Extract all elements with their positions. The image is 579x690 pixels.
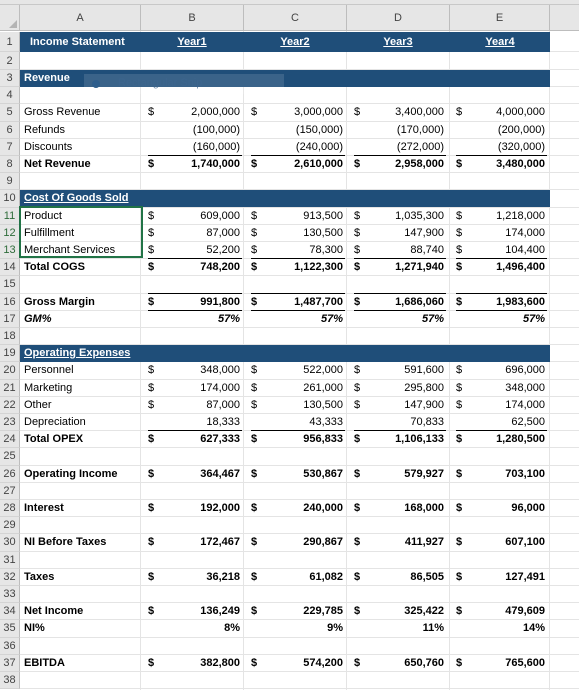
row-header-7[interactable]: 7 — [0, 139, 20, 156]
cell-operating-income-year2[interactable]: 530,867 — [303, 467, 343, 480]
single-underline — [148, 293, 242, 294]
row-header-28[interactable]: 28 — [0, 500, 20, 517]
row-header-5[interactable]: 5 — [0, 104, 20, 121]
row-label-net-revenue[interactable]: Net Revenue — [24, 158, 91, 170]
row-label-ebitda[interactable]: EBITDA — [24, 656, 65, 669]
section-cogs[interactable]: Cost Of Goods Sold — [24, 192, 129, 204]
row-label-interest[interactable]: Interest — [24, 502, 64, 514]
currency-symbol: $ — [148, 364, 155, 377]
currency-symbol: $ — [354, 106, 361, 119]
cell-ni-pct-year3[interactable]: 11% — [422, 622, 444, 635]
currency-symbol: $ — [251, 656, 258, 669]
cell-other-year3[interactable]: 147,900 — [404, 398, 444, 411]
cell-ni-pct-year4[interactable]: 14% — [522, 622, 545, 635]
cell-net-income-year4[interactable]: 479,609 — [505, 605, 545, 618]
row-header-31[interactable]: 31 — [0, 552, 20, 569]
column-header-f[interactable] — [550, 5, 579, 31]
cell-net-income-year2[interactable]: 229,785 — [303, 605, 343, 618]
row-label-other[interactable]: Other — [24, 398, 52, 411]
cell-ni-pct-year2[interactable]: 9% — [327, 622, 343, 635]
cell-fulfillment-year1[interactable]: 87,000 — [206, 226, 240, 239]
cell-taxes-year1[interactable]: 36,218 — [206, 570, 240, 583]
currency-symbol: $ — [148, 261, 155, 274]
snip-record-icon — [92, 80, 100, 88]
cell-ebitda-year4[interactable]: 765,600 — [505, 656, 545, 669]
year-header-2[interactable]: Year2 — [280, 36, 310, 48]
snip-overlay-label: Rectangular Snip — [118, 77, 203, 89]
currency-symbol: $ — [251, 364, 258, 377]
row-header-2[interactable]: 2 — [0, 52, 20, 70]
row-label-net-income[interactable]: Net Income — [24, 605, 84, 618]
row-header-18[interactable]: 18 — [0, 328, 20, 345]
currency-symbol: $ — [354, 381, 361, 394]
currency-symbol: $ — [251, 605, 258, 618]
single-underline — [251, 258, 345, 259]
currency-symbol: $ — [148, 570, 155, 583]
cell-gross-margin-year1[interactable]: 991,800 — [200, 295, 240, 308]
single-underline — [354, 258, 446, 259]
row-header-27[interactable]: 27 — [0, 483, 20, 500]
single-underline — [148, 430, 242, 431]
row-header-10[interactable]: 10 — [0, 190, 20, 207]
single-underline — [251, 310, 345, 311]
row-label-discounts[interactable]: Discounts — [24, 140, 73, 153]
row-header-37[interactable]: 37 — [0, 655, 20, 672]
cell-depreciation-year1[interactable]: 18,333 — [206, 416, 240, 428]
currency-symbol: $ — [456, 433, 463, 446]
cell-other-year2[interactable]: 130,500 — [303, 398, 343, 411]
select-all-triangle-icon — [9, 20, 17, 28]
cell-other-year1[interactable]: 87,000 — [206, 398, 240, 411]
row-header-25[interactable]: 25 — [0, 448, 20, 465]
single-underline — [456, 155, 547, 156]
cell-discounts-year3[interactable]: (272,000) — [396, 140, 444, 153]
cell-interest-year3[interactable]: 168,000 — [404, 502, 444, 514]
year-header-3[interactable]: Year3 — [383, 36, 413, 48]
row-label-marketing[interactable]: Marketing — [24, 381, 73, 394]
cell-ni-pct-year1[interactable]: 8% — [224, 622, 240, 635]
cell-gm-pct-year4[interactable]: 57% — [522, 312, 545, 325]
row-header-22[interactable]: 22 — [0, 397, 20, 414]
cell-gross-revenue-year1[interactable]: 2,000,000 — [191, 106, 240, 119]
cell-fulfillment-year2[interactable]: 130,500 — [303, 226, 343, 239]
cell-product-year3[interactable]: 1,035,300 — [395, 209, 444, 222]
row-header-12[interactable]: 12 — [0, 225, 20, 242]
currency-symbol: $ — [354, 605, 361, 618]
row-label-total-cogs[interactable]: Total COGS — [24, 261, 85, 274]
currency-symbol: $ — [251, 295, 258, 308]
currency-symbol: $ — [148, 295, 155, 308]
row-header-15[interactable]: 15 — [0, 276, 20, 293]
cell-taxes-year3[interactable]: 86,505 — [410, 570, 444, 583]
cell-net-revenue-year3[interactable]: 2,958,000 — [395, 158, 444, 170]
row-header-35[interactable]: 35 — [0, 620, 20, 637]
currency-symbol: $ — [354, 502, 361, 514]
cell-operating-income-year3[interactable]: 579,927 — [404, 467, 444, 480]
currency-symbol: $ — [148, 106, 155, 119]
cell-merchant-year1[interactable]: 52,200 — [206, 244, 240, 256]
cell-taxes-year2[interactable]: 61,082 — [309, 570, 343, 583]
cell-total-cogs-year1[interactable]: 748,200 — [200, 261, 240, 274]
cell-refunds-year4[interactable]: (200,000) — [497, 123, 545, 136]
single-underline — [456, 310, 547, 311]
cell-interest-year2[interactable]: 240,000 — [303, 502, 343, 514]
cell-discounts-year4[interactable]: (320,000) — [497, 140, 545, 153]
currency-symbol: $ — [456, 244, 463, 256]
cell-depreciation-year3[interactable]: 70,833 — [410, 416, 444, 428]
row-header-19[interactable]: 19 — [0, 345, 20, 362]
row-label-merchant[interactable]: Merchant Services — [24, 244, 116, 256]
single-underline — [148, 258, 242, 259]
currency-symbol: $ — [456, 209, 463, 222]
currency-symbol: $ — [354, 467, 361, 480]
currency-symbol: $ — [354, 244, 361, 256]
cell-total-cogs-year3[interactable]: 1,271,940 — [395, 261, 444, 274]
single-underline — [456, 258, 547, 259]
cell-merchant-year4[interactable]: 104,400 — [505, 244, 545, 256]
currency-symbol: $ — [148, 536, 155, 549]
currency-symbol: $ — [456, 261, 463, 274]
currency-symbol: $ — [251, 502, 258, 514]
currency-symbol: $ — [148, 226, 155, 239]
gridline — [20, 688, 579, 689]
currency-symbol: $ — [251, 467, 258, 480]
cell-merchant-year3[interactable]: 88,740 — [410, 244, 444, 256]
currency-symbol: $ — [148, 244, 155, 256]
single-underline — [456, 430, 547, 431]
cell-gross-revenue-year3[interactable]: 3,400,000 — [395, 106, 444, 119]
cell-total-opex-year4[interactable]: 1,280,500 — [496, 433, 545, 446]
cell-interest-year4[interactable]: 96,000 — [511, 502, 545, 514]
currency-symbol: $ — [251, 398, 258, 411]
row-header-20[interactable]: 20 — [0, 362, 20, 379]
cell-depreciation-year4[interactable]: 62,500 — [511, 416, 545, 428]
currency-symbol: $ — [148, 656, 155, 669]
single-underline — [354, 155, 446, 156]
single-underline — [148, 155, 242, 156]
cell-discounts-year2[interactable]: (240,000) — [295, 140, 343, 153]
currency-symbol: $ — [354, 226, 361, 239]
currency-symbol: $ — [251, 106, 258, 119]
cell-marketing-year2[interactable]: 261,000 — [303, 381, 343, 394]
cell-refunds-year3[interactable]: (170,000) — [396, 123, 444, 136]
row-label-ni-before-taxes[interactable]: NI Before Taxes — [24, 536, 107, 549]
currency-symbol: $ — [354, 536, 361, 549]
cell-net-income-year1[interactable]: 136,249 — [200, 605, 240, 618]
row-header-38[interactable]: 38 — [0, 672, 20, 689]
cell-total-opex-year3[interactable]: 1,106,133 — [395, 433, 444, 446]
currency-symbol: $ — [148, 381, 155, 394]
currency-symbol: $ — [456, 502, 463, 514]
currency-symbol: $ — [148, 158, 155, 170]
row-header-17[interactable]: 17 — [0, 311, 20, 328]
currency-symbol: $ — [251, 226, 258, 239]
currency-symbol: $ — [251, 261, 258, 274]
row-header-29[interactable]: 29 — [0, 517, 20, 534]
single-underline — [354, 293, 446, 294]
currency-symbol: $ — [354, 364, 361, 377]
cell-taxes-year4[interactable]: 127,491 — [505, 570, 545, 583]
cell-ni-before-taxes-year3[interactable]: 411,927 — [404, 536, 444, 549]
column-header-c[interactable]: C — [244, 5, 347, 31]
cell-ni-before-taxes-year2[interactable]: 290,867 — [303, 536, 343, 549]
currency-symbol: $ — [456, 656, 463, 669]
currency-symbol: $ — [354, 570, 361, 583]
row-header-4[interactable]: 4 — [0, 87, 20, 104]
cell-product-year4[interactable]: 1,218,000 — [496, 209, 545, 222]
currency-symbol: $ — [148, 467, 155, 480]
currency-symbol: $ — [456, 570, 463, 583]
single-underline — [354, 430, 446, 431]
row-header-16[interactable]: 16 — [0, 294, 20, 311]
cell-ni-before-taxes-year4[interactable]: 607,100 — [505, 536, 545, 549]
row-header-13[interactable]: 13 — [0, 242, 20, 259]
single-underline — [251, 293, 345, 294]
row-label-product[interactable]: Product — [24, 209, 62, 222]
currency-symbol: $ — [456, 158, 463, 170]
currency-symbol: $ — [456, 364, 463, 377]
row-label-gross-margin[interactable]: Gross Margin — [24, 295, 95, 308]
currency-symbol: $ — [354, 261, 361, 274]
currency-symbol: $ — [456, 106, 463, 119]
column-header-b[interactable]: B — [141, 5, 244, 31]
cell-personnel-year2[interactable]: 522,000 — [303, 364, 343, 377]
currency-symbol: $ — [148, 398, 155, 411]
currency-symbol: $ — [251, 209, 258, 222]
row-header-32[interactable]: 32 — [0, 569, 20, 586]
cell-gm-pct-year3[interactable]: 57% — [421, 312, 444, 325]
row-label-operating-income[interactable]: Operating Income — [24, 467, 118, 480]
row-label-total-opex[interactable]: Total OPEX — [24, 433, 84, 446]
currency-symbol: $ — [148, 502, 155, 514]
cell-marketing-year3[interactable]: 295,800 — [404, 381, 444, 394]
column-header-a[interactable]: A — [20, 5, 141, 31]
cell-operating-income-year4[interactable]: 703,100 — [505, 467, 545, 480]
row-header-26[interactable]: 26 — [0, 466, 20, 483]
cell-gm-pct-year2[interactable]: 57% — [320, 312, 343, 325]
row-label-depreciation[interactable]: Depreciation — [24, 416, 86, 428]
cell-interest-year1[interactable]: 192,000 — [200, 502, 240, 514]
currency-symbol: $ — [354, 398, 361, 411]
cell-net-income-year3[interactable]: 325,422 — [404, 605, 444, 618]
column-header-d[interactable]: D — [347, 5, 450, 31]
currency-symbol: $ — [354, 158, 361, 170]
cell-gm-pct-year1[interactable]: 57% — [217, 312, 240, 325]
row-label-taxes[interactable]: Taxes — [24, 570, 55, 583]
cell-net-revenue-year2[interactable]: 2,610,000 — [294, 158, 343, 170]
cell-operating-income-year1[interactable]: 364,467 — [200, 467, 240, 480]
cell-ebitda-year2[interactable]: 574,200 — [303, 656, 343, 669]
row-header-21[interactable]: 21 — [0, 380, 20, 397]
cell-total-cogs-year2[interactable]: 1,122,300 — [294, 261, 343, 274]
row-header-8[interactable]: 8 — [0, 156, 20, 173]
currency-symbol: $ — [456, 295, 463, 308]
currency-symbol: $ — [456, 605, 463, 618]
cell-discounts-year1[interactable]: (160,000) — [192, 140, 240, 153]
row-label-fulfillment[interactable]: Fulfillment — [24, 226, 75, 239]
single-underline — [456, 293, 547, 294]
cell-fulfillment-year3[interactable]: 147,900 — [404, 226, 444, 239]
cell-personnel-year1[interactable]: 348,000 — [200, 364, 240, 377]
column-header-e[interactable]: E — [450, 5, 550, 31]
cell-ebitda-year1[interactable]: 382,800 — [200, 656, 240, 669]
cell-other-year4[interactable]: 174,000 — [505, 398, 545, 411]
cell-fulfillment-year4[interactable]: 174,000 — [505, 226, 545, 239]
year-header-1[interactable]: Year1 — [177, 36, 207, 48]
row-label-refunds[interactable]: Refunds — [24, 123, 65, 136]
currency-symbol: $ — [456, 381, 463, 394]
currency-symbol: $ — [354, 656, 361, 669]
row-label-personnel[interactable]: Personnel — [24, 364, 74, 377]
cell-product-year1[interactable]: 609,000 — [200, 209, 240, 222]
currency-symbol: $ — [251, 433, 258, 446]
cell-personnel-year3[interactable]: 591,600 — [404, 364, 444, 377]
currency-symbol: $ — [251, 244, 258, 256]
year-header-4[interactable]: Year4 — [485, 36, 515, 48]
row-header-24[interactable]: 24 — [0, 431, 20, 448]
cell-refunds-year2[interactable]: (150,000) — [295, 123, 343, 136]
currency-symbol: $ — [354, 433, 361, 446]
cell-ebitda-year3[interactable]: 650,760 — [404, 656, 444, 669]
currency-symbol: $ — [148, 209, 155, 222]
currency-symbol: $ — [456, 467, 463, 480]
select-all-corner[interactable] — [0, 5, 20, 31]
cell-merchant-year2[interactable]: 78,300 — [309, 244, 343, 256]
currency-symbol: $ — [148, 433, 155, 446]
single-underline — [354, 310, 446, 311]
row-label-ni-pct[interactable]: NI% — [24, 622, 45, 635]
cell-ni-before-taxes-year1[interactable]: 172,467 — [200, 536, 240, 549]
cell-total-opex-year2[interactable]: 956,833 — [303, 433, 343, 446]
row-header-33[interactable]: 33 — [0, 586, 20, 603]
row-header-23[interactable]: 23 — [0, 414, 20, 431]
cell-gross-margin-year2[interactable]: 1,487,700 — [294, 295, 343, 308]
currency-symbol: $ — [251, 570, 258, 583]
cell-personnel-year4[interactable]: 696,000 — [505, 364, 545, 377]
currency-symbol: $ — [354, 295, 361, 308]
row-header-11[interactable]: 11 — [0, 208, 20, 225]
section-revenue[interactable]: Revenue — [24, 72, 70, 84]
row-header-6[interactable]: 6 — [0, 122, 20, 139]
currency-symbol: $ — [354, 209, 361, 222]
cell-total-opex-year1[interactable]: 627,333 — [200, 433, 240, 446]
currency-symbol: $ — [456, 536, 463, 549]
currency-symbol: $ — [251, 536, 258, 549]
currency-symbol: $ — [456, 226, 463, 239]
currency-symbol: $ — [456, 398, 463, 411]
cell-marketing-year4[interactable]: 348,000 — [505, 381, 545, 394]
row-header-14[interactable]: 14 — [0, 259, 20, 276]
cell-marketing-year1[interactable]: 174,000 — [200, 381, 240, 394]
cell-net-revenue-year1[interactable]: 1,740,000 — [191, 158, 240, 170]
row-header-9[interactable]: 9 — [0, 173, 20, 190]
cell-gross-revenue-year2[interactable]: 3,000,000 — [294, 106, 343, 119]
sheet-title[interactable]: Income Statement — [30, 36, 125, 48]
currency-symbol: $ — [148, 605, 155, 618]
row-header-1[interactable]: 1 — [0, 32, 20, 52]
cell-gross-margin-year4[interactable]: 1,983,600 — [496, 295, 545, 308]
row-label-gross-revenue[interactable]: Gross Revenue — [24, 106, 101, 119]
cell-gross-margin-year3[interactable]: 1,686,060 — [395, 295, 444, 308]
cell-product-year2[interactable]: 913,500 — [303, 209, 343, 222]
cell-gross-revenue-year4[interactable]: 4,000,000 — [496, 106, 545, 119]
row-header-3[interactable]: 3 — [0, 70, 20, 87]
currency-symbol: $ — [251, 381, 258, 394]
row-label-gm-pct[interactable]: GM% — [24, 312, 52, 325]
row-header-34[interactable]: 34 — [0, 603, 20, 620]
cell-net-revenue-year4[interactable]: 3,480,000 — [496, 158, 545, 170]
currency-symbol: $ — [251, 158, 258, 170]
row-header-36[interactable]: 36 — [0, 638, 20, 655]
single-underline — [251, 430, 345, 431]
cell-depreciation-year2[interactable]: 43,333 — [309, 416, 343, 428]
section-opex[interactable]: Operating Expenses — [24, 347, 131, 359]
single-underline — [148, 310, 242, 311]
cell-refunds-year1[interactable]: (100,000) — [192, 123, 240, 136]
cell-total-cogs-year4[interactable]: 1,496,400 — [496, 261, 545, 274]
single-underline — [251, 155, 345, 156]
row-header-30[interactable]: 30 — [0, 534, 20, 551]
